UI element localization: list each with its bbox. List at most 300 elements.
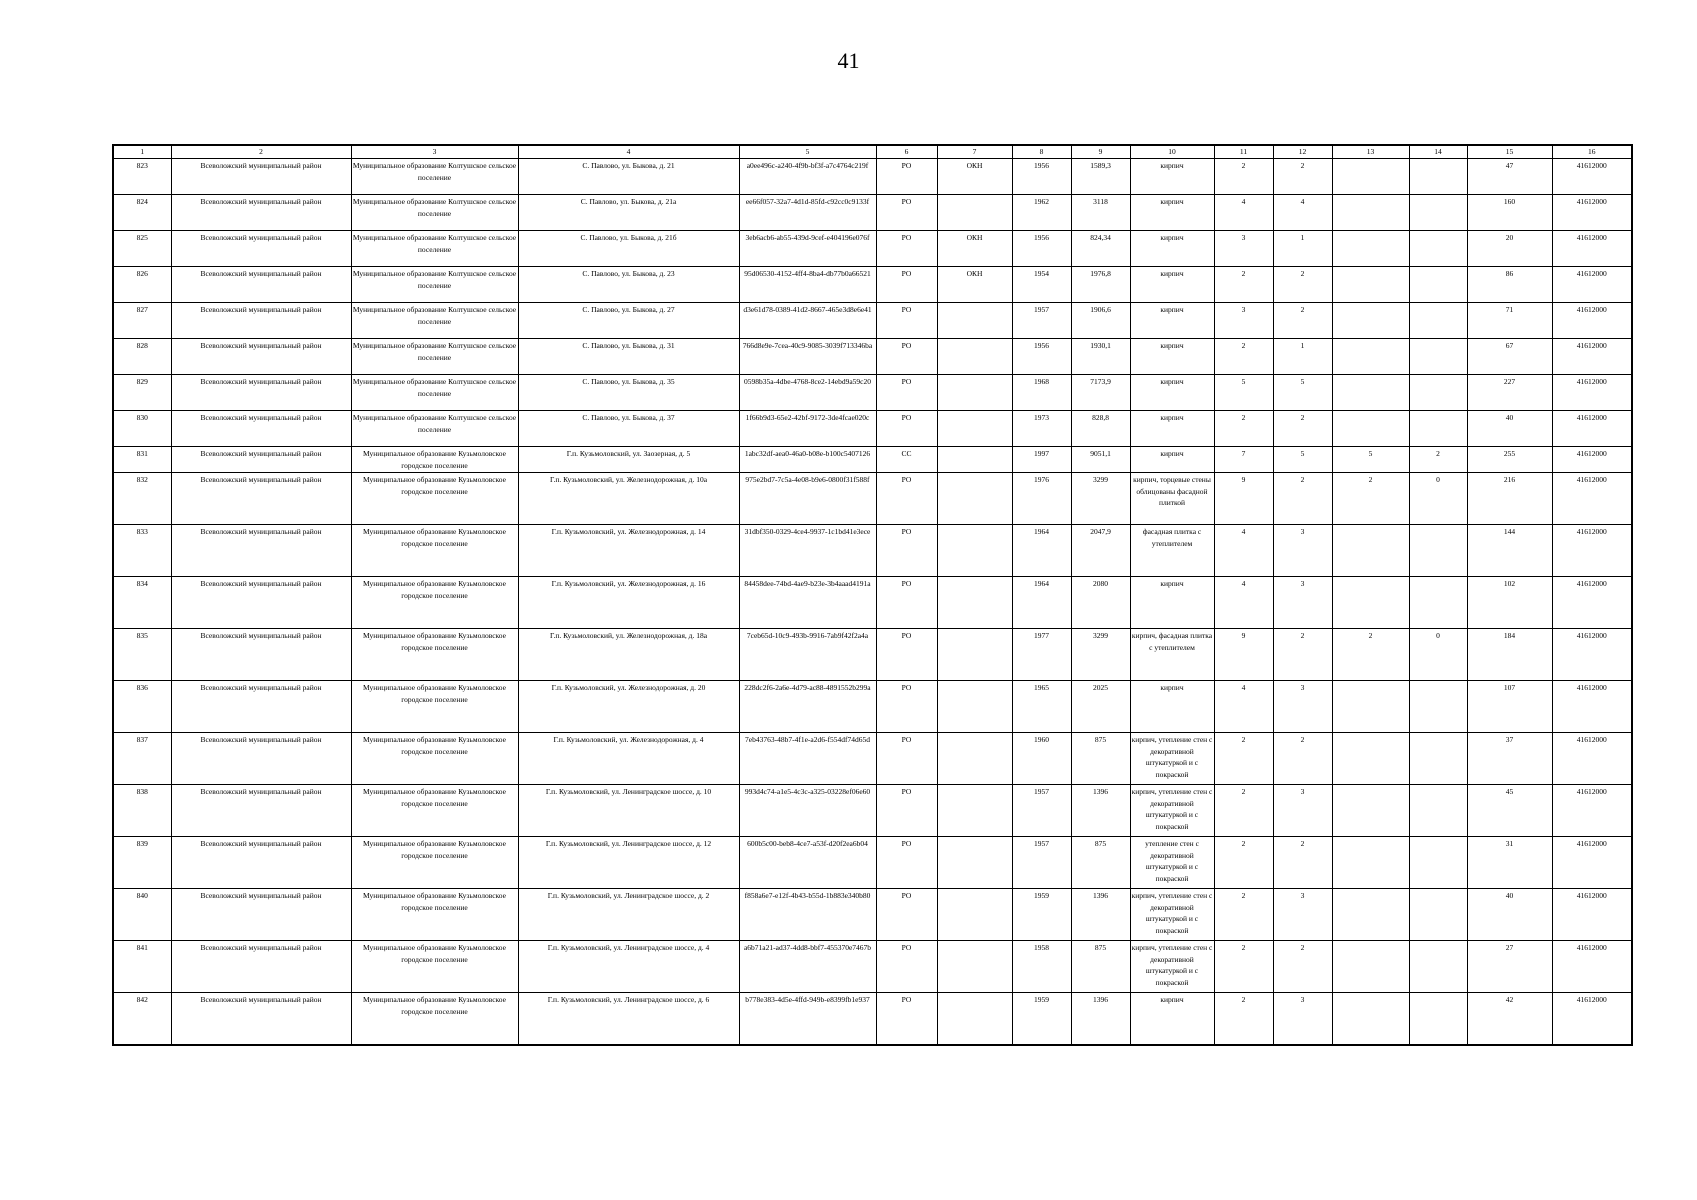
cell-col-8: 1965 [1012, 681, 1071, 733]
cell-col-15: 86 [1467, 267, 1552, 303]
cell-col-2: Всеволожский муниципальный район [171, 195, 351, 231]
column-header: 15 [1467, 145, 1552, 159]
column-header: 1 [113, 145, 171, 159]
cell-col-4: С. Павлово, ул. Быкова, д. 21а [518, 195, 739, 231]
cell-col-10: кирпич [1130, 447, 1214, 473]
cell-col-5: 0598b35a-4dbe-4768-8ce2-14ebd9a59c20 [739, 375, 876, 411]
cell-col-2: Всеволожский муниципальный район [171, 231, 351, 267]
cell-col-9: 3118 [1071, 195, 1130, 231]
cell-col-5: 600b5c00-beb8-4ce7-a53f-d20f2ea6b04 [739, 837, 876, 889]
cell-col-8: 1959 [1012, 993, 1071, 1045]
cell-col-13 [1332, 231, 1409, 267]
cell-col-8: 1957 [1012, 837, 1071, 889]
cell-col-14 [1409, 941, 1467, 993]
cell-col-12: 3 [1273, 525, 1332, 577]
cell-col-1: 824 [113, 195, 171, 231]
cell-col-7: ОКН [937, 159, 1012, 195]
cell-col-2: Всеволожский муниципальный район [171, 473, 351, 525]
cell-col-6: РО [876, 941, 937, 993]
cell-col-2: Всеволожский муниципальный район [171, 733, 351, 785]
cell-col-10: кирпич [1130, 375, 1214, 411]
cell-col-13 [1332, 785, 1409, 837]
cell-col-14 [1409, 889, 1467, 941]
cell-col-12: 2 [1273, 473, 1332, 525]
cell-col-3: Муниципальное образование Колтушское сельское поселение [351, 159, 518, 195]
cell-col-6: РО [876, 339, 937, 375]
cell-col-6: РО [876, 159, 937, 195]
cell-col-10: кирпич [1130, 339, 1214, 375]
cell-col-1: 832 [113, 473, 171, 525]
cell-col-13 [1332, 267, 1409, 303]
cell-col-6: РО [876, 231, 937, 267]
cell-col-7 [937, 195, 1012, 231]
cell-col-5: 31dbf350-0329-4ce4-9937-1c1bd41e3ece [739, 525, 876, 577]
table-row [113, 941, 1632, 993]
cell-col-13 [1332, 577, 1409, 629]
cell-col-15: 216 [1467, 473, 1552, 525]
table-row [113, 159, 1632, 195]
cell-col-3: Муниципальное образование Колтушское сельское поселение [351, 339, 518, 375]
cell-col-13 [1332, 525, 1409, 577]
cell-col-1: 826 [113, 267, 171, 303]
cell-col-2: Всеволожский муниципальный район [171, 993, 351, 1045]
cell-col-15: 40 [1467, 889, 1552, 941]
cell-col-15: 144 [1467, 525, 1552, 577]
cell-col-6: РО [876, 629, 937, 681]
cell-col-9: 824,34 [1071, 231, 1130, 267]
table-row [113, 837, 1632, 889]
cell-col-1: 833 [113, 525, 171, 577]
cell-col-16: 41612000 [1552, 525, 1632, 577]
cell-col-8: 1960 [1012, 733, 1071, 785]
table-row [113, 375, 1632, 411]
cell-col-13: 2 [1332, 629, 1409, 681]
cell-col-12: 2 [1273, 303, 1332, 339]
cell-col-2: Всеволожский муниципальный район [171, 629, 351, 681]
cell-col-10: кирпич [1130, 411, 1214, 447]
cell-col-15: 71 [1467, 303, 1552, 339]
cell-col-3: Муниципальное образование Кузьмоловское городское поселение [351, 889, 518, 941]
cell-col-13 [1332, 837, 1409, 889]
cell-col-12: 2 [1273, 837, 1332, 889]
cell-col-12: 2 [1273, 159, 1332, 195]
cell-col-11: 2 [1214, 339, 1273, 375]
cell-col-6: РО [876, 681, 937, 733]
cell-col-11: 4 [1214, 195, 1273, 231]
cell-col-9: 3299 [1071, 629, 1130, 681]
cell-col-2: Всеволожский муниципальный район [171, 577, 351, 629]
column-header: 7 [937, 145, 1012, 159]
cell-col-3: Муниципальное образование Кузьмоловское городское поселение [351, 941, 518, 993]
cell-col-2: Всеволожский муниципальный район [171, 525, 351, 577]
table-row [113, 473, 1632, 525]
table-body [113, 159, 1632, 1045]
cell-col-9: 1589,3 [1071, 159, 1130, 195]
cell-col-9: 1396 [1071, 993, 1130, 1045]
cell-col-10: фасадная плитка с утеплителем [1130, 525, 1214, 577]
cell-col-16: 41612000 [1552, 411, 1632, 447]
cell-col-5: a6b71a21-ad37-4dd8-bbf7-455370e7467b [739, 941, 876, 993]
cell-col-16: 41612000 [1552, 303, 1632, 339]
cell-col-4: Г.п. Кузьмоловский, ул. Ленинградское шоссе, д. 10 [518, 785, 739, 837]
cell-col-7 [937, 473, 1012, 525]
column-header: 16 [1552, 145, 1632, 159]
cell-col-8: 1959 [1012, 889, 1071, 941]
cell-col-16: 41612000 [1552, 629, 1632, 681]
cell-col-7 [937, 733, 1012, 785]
cell-col-16: 41612000 [1552, 785, 1632, 837]
cell-col-3: Муниципальное образование Колтушское сельское поселение [351, 195, 518, 231]
cell-col-8: 1977 [1012, 629, 1071, 681]
cell-col-3: Муниципальное образование Кузьмоловское городское поселение [351, 525, 518, 577]
cell-col-4: Г.п. Кузьмоловский, ул. Железнодорожная, д. 4 [518, 733, 739, 785]
cell-col-3: Муниципальное образование Кузьмоловское городское поселение [351, 629, 518, 681]
cell-col-14 [1409, 411, 1467, 447]
cell-col-12: 1 [1273, 339, 1332, 375]
cell-col-1: 828 [113, 339, 171, 375]
cell-col-9: 7173,9 [1071, 375, 1130, 411]
cell-col-8: 1957 [1012, 303, 1071, 339]
cell-col-14 [1409, 303, 1467, 339]
cell-col-3: Муниципальное образование Кузьмоловское городское поселение [351, 785, 518, 837]
cell-col-2: Всеволожский муниципальный район [171, 339, 351, 375]
cell-col-9: 1396 [1071, 785, 1130, 837]
cell-col-13 [1332, 733, 1409, 785]
cell-col-9: 1906,6 [1071, 303, 1130, 339]
cell-col-7 [937, 837, 1012, 889]
cell-col-4: Г.п. Кузьмоловский, ул. Ленинградское шоссе, д. 12 [518, 837, 739, 889]
cell-col-12: 3 [1273, 577, 1332, 629]
cell-col-5: 1f66b9d3-65e2-42bf-9172-3de4fcae020c [739, 411, 876, 447]
table-row [113, 195, 1632, 231]
cell-col-11: 2 [1214, 733, 1273, 785]
cell-col-6: РО [876, 577, 937, 629]
cell-col-5: 95d06530-4152-4ff4-8ba4-db77b0a66521 [739, 267, 876, 303]
cell-col-11: 9 [1214, 473, 1273, 525]
cell-col-5: 3eb6acb6-ab55-439d-9cef-e404196e076f [739, 231, 876, 267]
cell-col-11: 3 [1214, 303, 1273, 339]
cell-col-15: 255 [1467, 447, 1552, 473]
cell-col-14 [1409, 837, 1467, 889]
cell-col-1: 840 [113, 889, 171, 941]
cell-col-12: 2 [1273, 941, 1332, 993]
cell-col-8: 1957 [1012, 785, 1071, 837]
column-header: 6 [876, 145, 937, 159]
cell-col-6: РО [876, 195, 937, 231]
cell-col-5: 84458dee-74bd-4ae9-b23e-3b4aaad4191a [739, 577, 876, 629]
cell-col-12: 3 [1273, 889, 1332, 941]
cell-col-14 [1409, 375, 1467, 411]
column-header: 8 [1012, 145, 1071, 159]
table-row [113, 231, 1632, 267]
cell-col-4: Г.п. Кузьмоловский, ул. Железнодорожная, д. 18а [518, 629, 739, 681]
cell-col-16: 41612000 [1552, 733, 1632, 785]
cell-col-6: РО [876, 785, 937, 837]
cell-col-9: 1976,8 [1071, 267, 1130, 303]
cell-col-15: 45 [1467, 785, 1552, 837]
cell-col-1: 836 [113, 681, 171, 733]
table-row [113, 411, 1632, 447]
cell-col-5: 766d8e9e-7cea-40c9-9085-3039f713346ba [739, 339, 876, 375]
cell-col-15: 40 [1467, 411, 1552, 447]
cell-col-2: Всеволожский муниципальный район [171, 303, 351, 339]
cell-col-7 [937, 525, 1012, 577]
cell-col-12: 4 [1273, 195, 1332, 231]
cell-col-11: 2 [1214, 941, 1273, 993]
cell-col-13 [1332, 195, 1409, 231]
cell-col-11: 2 [1214, 785, 1273, 837]
cell-col-14 [1409, 525, 1467, 577]
cell-col-11: 4 [1214, 525, 1273, 577]
cell-col-14 [1409, 159, 1467, 195]
cell-col-11: 9 [1214, 629, 1273, 681]
cell-col-7 [937, 889, 1012, 941]
cell-col-1: 838 [113, 785, 171, 837]
cell-col-6: РО [876, 733, 937, 785]
cell-col-11: 2 [1214, 993, 1273, 1045]
cell-col-7 [937, 629, 1012, 681]
cell-col-12: 1 [1273, 231, 1332, 267]
column-header: 2 [171, 145, 351, 159]
cell-col-10: кирпич [1130, 159, 1214, 195]
table-row [113, 785, 1632, 837]
cell-col-8: 1962 [1012, 195, 1071, 231]
cell-col-7 [937, 447, 1012, 473]
cell-col-15: 160 [1467, 195, 1552, 231]
cell-col-4: Г.п. Кузьмоловский, ул. Железнодорожная, д. 20 [518, 681, 739, 733]
cell-col-8: 1968 [1012, 375, 1071, 411]
cell-col-11: 2 [1214, 889, 1273, 941]
cell-col-2: Всеволожский муниципальный район [171, 889, 351, 941]
cell-col-2: Всеволожский муниципальный район [171, 785, 351, 837]
cell-col-15: 20 [1467, 231, 1552, 267]
cell-col-1: 827 [113, 303, 171, 339]
cell-col-1: 839 [113, 837, 171, 889]
column-header: 5 [739, 145, 876, 159]
cell-col-15: 27 [1467, 941, 1552, 993]
cell-col-6: РО [876, 375, 937, 411]
cell-col-11: 2 [1214, 267, 1273, 303]
cell-col-13 [1332, 159, 1409, 195]
cell-col-14 [1409, 993, 1467, 1045]
cell-col-13 [1332, 889, 1409, 941]
cell-col-6: РО [876, 993, 937, 1045]
cell-col-9: 1396 [1071, 889, 1130, 941]
cell-col-14 [1409, 339, 1467, 375]
cell-col-4: Г.п. Кузьмоловский, ул. Железнодорожная, д. 16 [518, 577, 739, 629]
cell-col-8: 1964 [1012, 577, 1071, 629]
cell-col-4: Г.п. Кузьмоловский, ул. Ленинградское шоссе, д. 2 [518, 889, 739, 941]
cell-col-1: 830 [113, 411, 171, 447]
cell-col-2: Всеволожский муниципальный район [171, 375, 351, 411]
table-row [113, 993, 1632, 1045]
cell-col-9: 828,8 [1071, 411, 1130, 447]
cell-col-9: 1930,1 [1071, 339, 1130, 375]
cell-col-2: Всеволожский муниципальный район [171, 447, 351, 473]
cell-col-13 [1332, 681, 1409, 733]
cell-col-14 [1409, 785, 1467, 837]
cell-col-11: 2 [1214, 411, 1273, 447]
cell-col-11: 7 [1214, 447, 1273, 473]
cell-col-12: 2 [1273, 629, 1332, 681]
cell-col-2: Всеволожский муниципальный район [171, 837, 351, 889]
cell-col-4: С. Павлово, ул. Быкова, д. 21 [518, 159, 739, 195]
cell-col-13 [1332, 411, 1409, 447]
cell-col-13 [1332, 993, 1409, 1045]
cell-col-5: 7eb43763-48b7-4f1e-a2d6-f554df74d65d [739, 733, 876, 785]
cell-col-8: 1976 [1012, 473, 1071, 525]
cell-col-14 [1409, 195, 1467, 231]
cell-col-13: 2 [1332, 473, 1409, 525]
cell-col-12: 5 [1273, 447, 1332, 473]
cell-col-10: кирпич, утепление стен с декоративной штукатуркой и с покраской [1130, 889, 1214, 941]
cell-col-1: 842 [113, 993, 171, 1045]
cell-col-10: утепление стен с декоративной штукатуркой и с покраской [1130, 837, 1214, 889]
cell-col-4: Г.п. Кузьмоловский, ул. Ленинградское шоссе, д. 4 [518, 941, 739, 993]
page-number: 41 [837, 48, 860, 73]
table-row [113, 267, 1632, 303]
cell-col-14: 0 [1409, 473, 1467, 525]
cell-col-3: Муниципальное образование Кузьмоловское городское поселение [351, 837, 518, 889]
cell-col-5: b778e383-4d5e-4ffd-949b-e8399fb1e937 [739, 993, 876, 1045]
cell-col-15: 37 [1467, 733, 1552, 785]
cell-col-7 [937, 339, 1012, 375]
cell-col-16: 41612000 [1552, 473, 1632, 525]
cell-col-6: РО [876, 473, 937, 525]
cell-col-13 [1332, 375, 1409, 411]
column-header: 14 [1409, 145, 1467, 159]
cell-col-16: 41612000 [1552, 267, 1632, 303]
cell-col-10: кирпич [1130, 195, 1214, 231]
cell-col-12: 2 [1273, 411, 1332, 447]
cell-col-4: С. Павлово, ул. Быкова, д. 37 [518, 411, 739, 447]
cell-col-5: 993d4c74-a1e5-4c3c-a325-03228ef06e60 [739, 785, 876, 837]
cell-col-7 [937, 577, 1012, 629]
cell-col-16: 41612000 [1552, 375, 1632, 411]
cell-col-6: РО [876, 267, 937, 303]
cell-col-11: 3 [1214, 231, 1273, 267]
cell-col-8: 1956 [1012, 231, 1071, 267]
cell-col-12: 3 [1273, 785, 1332, 837]
cell-col-15: 31 [1467, 837, 1552, 889]
cell-col-13 [1332, 941, 1409, 993]
cell-col-2: Всеволожский муниципальный район [171, 267, 351, 303]
cell-col-9: 9051,1 [1071, 447, 1130, 473]
cell-col-9: 875 [1071, 733, 1130, 785]
cell-col-15: 184 [1467, 629, 1552, 681]
column-header: 9 [1071, 145, 1130, 159]
cell-col-9: 2025 [1071, 681, 1130, 733]
cell-col-7: ОКН [937, 267, 1012, 303]
header-row [113, 145, 1632, 159]
cell-col-5: 7ceb65d-10c9-493b-9916-7ab9f42f2a4a [739, 629, 876, 681]
cell-col-8: 1973 [1012, 411, 1071, 447]
cell-col-10: кирпич, торцевые стены облицованы фасадной плиткой [1130, 473, 1214, 525]
cell-col-13 [1332, 339, 1409, 375]
cell-col-14 [1409, 267, 1467, 303]
cell-col-5: ee66f057-32a7-4d1d-85fd-c92cc0c9133f [739, 195, 876, 231]
cell-col-8: 1964 [1012, 525, 1071, 577]
cell-col-14 [1409, 681, 1467, 733]
cell-col-16: 41612000 [1552, 447, 1632, 473]
cell-col-14 [1409, 231, 1467, 267]
cell-col-16: 41612000 [1552, 941, 1632, 993]
cell-col-1: 823 [113, 159, 171, 195]
cell-col-14 [1409, 733, 1467, 785]
cell-col-8: 1997 [1012, 447, 1071, 473]
cell-col-1: 829 [113, 375, 171, 411]
cell-col-13: 5 [1332, 447, 1409, 473]
cell-col-3: Муниципальное образование Кузьмоловское городское поселение [351, 473, 518, 525]
cell-col-10: кирпич [1130, 993, 1214, 1045]
cell-col-9: 875 [1071, 941, 1130, 993]
cell-col-15: 227 [1467, 375, 1552, 411]
cell-col-16: 41612000 [1552, 837, 1632, 889]
cell-col-4: С. Павлово, ул. Быкова, д. 27 [518, 303, 739, 339]
cell-col-2: Всеволожский муниципальный район [171, 681, 351, 733]
cell-col-15: 67 [1467, 339, 1552, 375]
cell-col-10: кирпич [1130, 231, 1214, 267]
cell-col-9: 2047,9 [1071, 525, 1130, 577]
cell-col-9: 3299 [1071, 473, 1130, 525]
column-header: 10 [1130, 145, 1214, 159]
cell-col-14 [1409, 577, 1467, 629]
cell-col-10: кирпич, утепление стен с декоративной штукатуркой и с покраской [1130, 941, 1214, 993]
cell-col-6: РО [876, 889, 937, 941]
cell-col-4: С. Павлово, ул. Быкова, д. 31 [518, 339, 739, 375]
cell-col-8: 1956 [1012, 339, 1071, 375]
cell-col-4: Г.п. Кузьмоловский, ул. Заозерная, д. 5 [518, 447, 739, 473]
cell-col-7 [937, 411, 1012, 447]
cell-col-10: кирпич, утепление стен с декоративной штукатуркой и с покраской [1130, 785, 1214, 837]
cell-col-8: 1958 [1012, 941, 1071, 993]
cell-col-6: РО [876, 837, 937, 889]
cell-col-12: 3 [1273, 681, 1332, 733]
cell-col-1: 841 [113, 941, 171, 993]
cell-col-5: 228dc2f6-2a6e-4d79-ac88-4891552b299a [739, 681, 876, 733]
cell-col-1: 831 [113, 447, 171, 473]
cell-col-1: 834 [113, 577, 171, 629]
column-header: 13 [1332, 145, 1409, 159]
cell-col-16: 41612000 [1552, 231, 1632, 267]
building-registry-table [112, 144, 1633, 1046]
column-header: 3 [351, 145, 518, 159]
cell-col-14: 2 [1409, 447, 1467, 473]
cell-col-10: кирпич [1130, 267, 1214, 303]
table-row [113, 525, 1632, 577]
cell-col-16: 41612000 [1552, 681, 1632, 733]
cell-col-15: 47 [1467, 159, 1552, 195]
cell-col-1: 835 [113, 629, 171, 681]
cell-col-6: РО [876, 411, 937, 447]
cell-col-8: 1956 [1012, 159, 1071, 195]
cell-col-2: Всеволожский муниципальный район [171, 411, 351, 447]
cell-col-16: 41612000 [1552, 195, 1632, 231]
cell-col-9: 875 [1071, 837, 1130, 889]
column-header: 12 [1273, 145, 1332, 159]
cell-col-2: Всеволожский муниципальный район [171, 159, 351, 195]
cell-col-13 [1332, 303, 1409, 339]
cell-col-1: 837 [113, 733, 171, 785]
cell-col-3: Муниципальное образование Колтушское сельское поселение [351, 411, 518, 447]
cell-col-6: РО [876, 525, 937, 577]
cell-col-5: f858a6e7-e12f-4b43-b55d-1b883e340b80 [739, 889, 876, 941]
cell-col-10: кирпич [1130, 303, 1214, 339]
cell-col-6: СС [876, 447, 937, 473]
cell-col-10: кирпич, фасадная плитка с утеплителем [1130, 629, 1214, 681]
cell-col-11: 2 [1214, 159, 1273, 195]
cell-col-3: Муниципальное образование Колтушское сельское поселение [351, 267, 518, 303]
